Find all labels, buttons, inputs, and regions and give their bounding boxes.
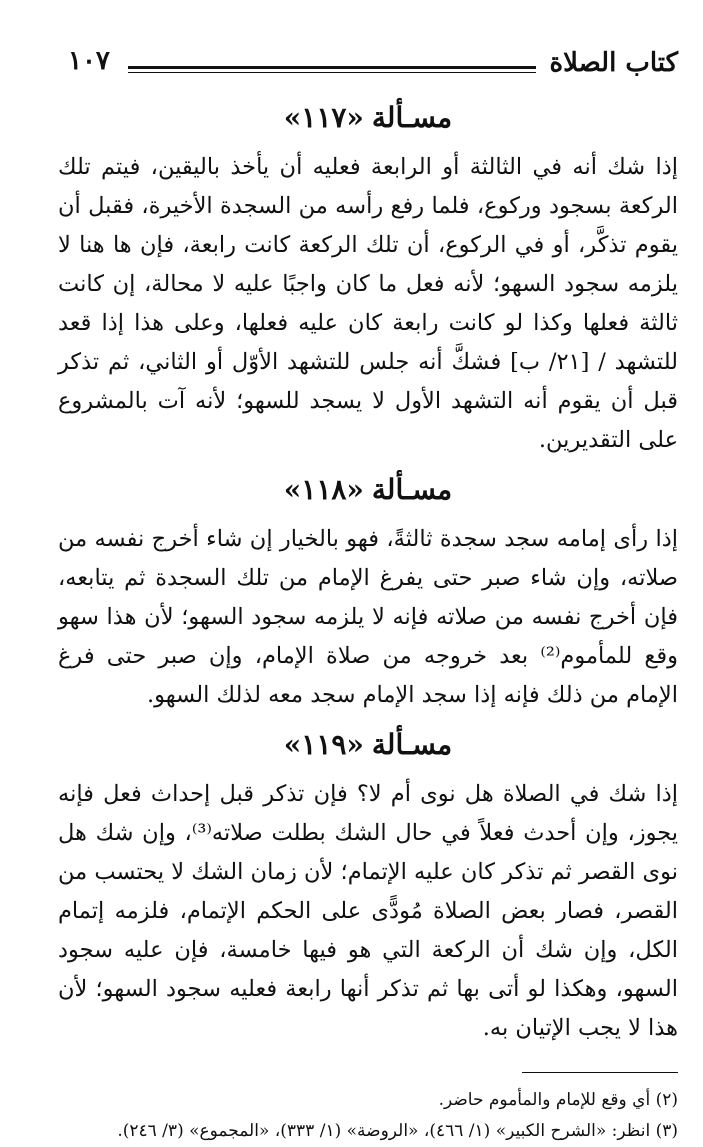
- heading-number: «١١٩»: [283, 728, 364, 761]
- heading-number: «١١٨»: [283, 473, 364, 506]
- footnote-separator: [522, 1072, 678, 1073]
- section-heading-118: [58, 470, 678, 510]
- header-rule: [128, 66, 536, 69]
- section-heading-117: [58, 98, 678, 138]
- footnote-3: (٣) انظر: «الشرح الكبير» (١/ ٤٦٦)، «الروضة» (١/ ٣٣٣)، «المجموع» (٣/ ٢٤٦).: [117, 1121, 678, 1141]
- footnote-2: (٢) أي وقع للإمام والمأموم حاضر.: [438, 1090, 678, 1110]
- heading-prefix: مسـألة: [371, 473, 453, 506]
- section-text-118: إذا رأى إمامه سجد سجدة ثالثةً، فهو بالخيار إن شاء أخرج نفسه من صلاته، وإن شاء صبر حتى يفرغ الإمام من تلك السجدة ثم يتابعه، فإن أخرج نفسه من صلاته فإنه لا يلزمه سجود السهو؛ لأن هذا سهو وقع للمأموم⁽²⁾ بعد خروجه من صلاة الإمام، وإن صبر حتى فرغ الإمام من ذلك فإنه إذا سجد الإمام سجد معه لذلك السهو.: [58, 526, 678, 708]
- section-text-119: إذا شك في الصلاة هل نوى أم لا؟ فإن تذكر قبل إحداث فعل فإنه يجوز، وإن أحدث فعلاً في حال الشك بطلت صلاته⁽³⁾، وإن شك هل نوى القصر ثم تذكر كان عليه الإتمام؛ لأن زمان الشك لا يحتسب من القصر، فصار بعض الصلاة مُودًّى على الحكم الإتمام، فلزمه إتمام الكل، وإن شك أن الركعة التي هو فيها خامسة، فإن عليه سجود السهو، وهكذا لو أتى بها ثم تذكر أنها رابعة فعليه سجود السهو؛ لأن هذا لا يجب الإتيان به.: [58, 781, 678, 1041]
- page-header: [58, 40, 678, 90]
- heading-number: «١١٧»: [283, 101, 364, 134]
- heading-prefix: مسـألة: [371, 728, 453, 761]
- heading-prefix: مسـألة: [371, 101, 453, 134]
- section-heading-119: [58, 725, 678, 765]
- section-text-117: إذا شك أنه في الثالثة أو الرابعة فعليه أن يأخذ باليقين، فيتم تلك الركعة بسجود وركوع، فلما رفع رأسه من السجدة الأخيرة، فقبل أن يقوم تذكَّر، أو في الركوع، أن تلك الركعة كانت رابعة، فإن ها هنا لا يلزمه سجود السهو؛ لأنه فعل ما كان واجبًا عليه لا محالة، إن كانت ثالثة فعلها وكذا لو كانت رابعة كان عليه فعلها، وعلى هذا إذا قعد للتشهد / [٢١/ ب] فشكَّ أنه جلس للتشهد الأوّل أو الثاني، ثم تذكر قبل أن يقوم أنه التشهد الأول لا يسجد للسهو؛ لأنه آت بالمشروع على التقديرين.: [58, 154, 679, 453]
- page-number: ١٠٧: [68, 46, 110, 76]
- running-title: كتاب الصلاة: [549, 48, 678, 78]
- book-page: [58, 40, 679, 1141]
